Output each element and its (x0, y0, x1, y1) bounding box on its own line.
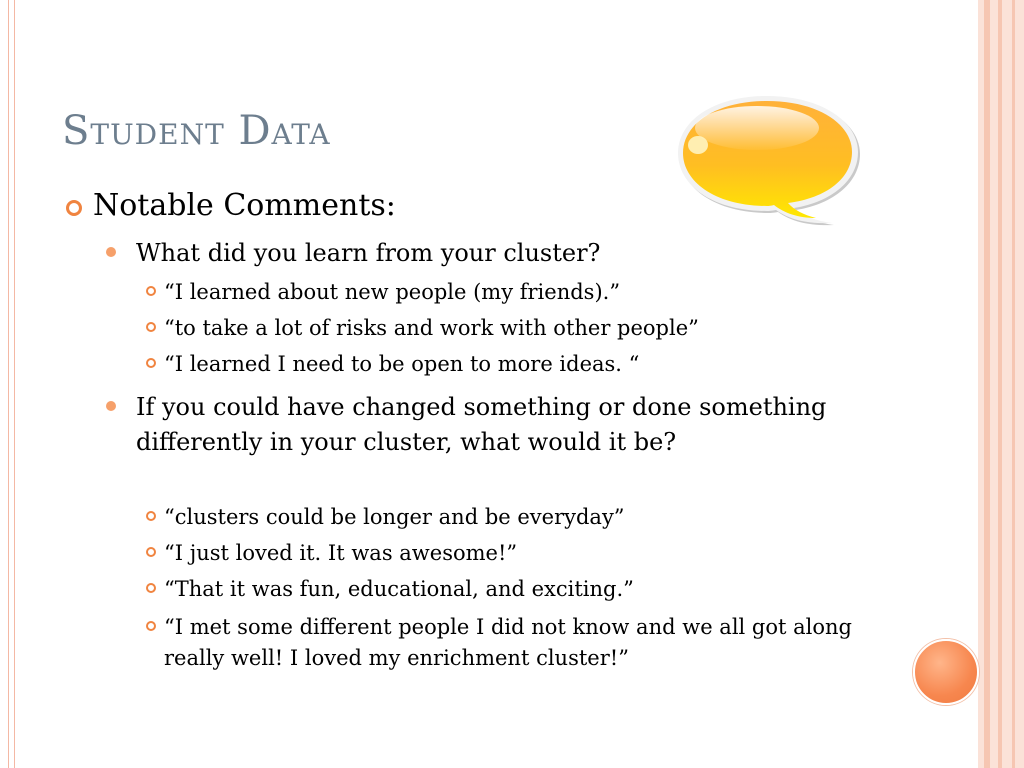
question-text: If you could have changed something or done something differently in your cluster, what would it be? (136, 393, 827, 456)
answer-text: “I met some different people I did not know and we all got along really well! I loved my enrichment cluster!” (164, 615, 852, 670)
ring-bullet-icon (66, 200, 82, 216)
dot-bullet-icon (106, 401, 116, 411)
heading-text: Notable Comments: (93, 188, 396, 223)
ring-bullet-icon (146, 511, 156, 521)
slide-title: Student Data (62, 108, 331, 154)
ring-bullet-icon (146, 322, 156, 332)
ring-bullet-icon (146, 358, 156, 368)
answer-text: “That it was fun, educational, and exciting.” (164, 577, 634, 601)
ring-bullet-icon (146, 286, 156, 296)
answer-text: “I learned I need to be open to more ideas. “ (164, 352, 640, 376)
question-text: What did you learn from your cluster? (136, 239, 601, 267)
dot-bullet-icon (106, 247, 116, 257)
ring-bullet-icon (146, 621, 156, 631)
answer-text: “clusters could be longer and be everyday” (164, 505, 625, 529)
answer-text: “I just loved it. It was awesome!” (164, 541, 518, 565)
ring-bullet-icon (146, 547, 156, 557)
ring-bullet-icon (146, 583, 156, 593)
answer-text: “I learned about new people (my friends).” (164, 280, 621, 304)
answer-text: “to take a lot of risks and work with other people” (164, 316, 699, 340)
